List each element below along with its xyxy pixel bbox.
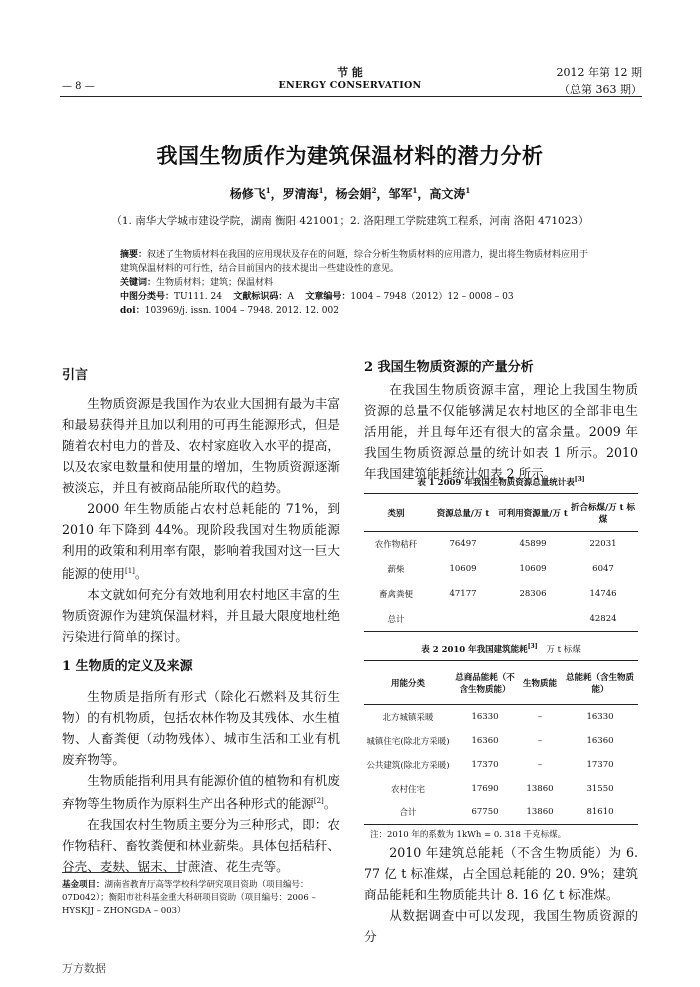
issue-total: （总第 363 期） [559, 83, 642, 96]
affiliations: （1. 南华大学城市建设学院，湖南 衡阳 421001；2. 洛阳理工学院建筑工程系，河南 洛阳 471023） [111, 215, 589, 227]
paragraph: 本文就如何充分有效地利用农村地区丰富的生物质资源作为建筑保温材料，并且最大限度地杜绝污染进行简单的探讨。 [62, 587, 340, 645]
table-row: 城镇住宅(除北方采暖) 16360 – 16360 [366, 735, 614, 747]
table-row: 公共建筑(除北方采暖) 17370 – 17370 [366, 759, 614, 771]
classification-line: 中图分类号：TU111. 24 文献标识码：A 文章编号：1004 – 7948（2012）12 – 0008 – 03 [120, 292, 514, 302]
table-1-header: 类别 [387, 508, 405, 519]
table-row: 总计 42824 [387, 613, 617, 625]
section-1-heading: 1 生物质的定义及来源 [62, 659, 193, 675]
watermark: 万方数据 [62, 962, 106, 975]
paragraph: 从数据调查中可以发现，我国生物质资源的分 [364, 908, 638, 944]
author-3: 杨会娟 [335, 187, 372, 201]
journal-name-cn: 节 能 [337, 66, 363, 79]
author-list: 杨修飞$^1$，罗清海$^1$，杨会娟$^2$，邹军$^1$，高文涛$^1$ [229, 186, 471, 201]
paragraph: 在我国农村生物质主要分为三种形式，即：农作物秸秆、畜牧粪便和林业薪柴。具体包括秸秆、谷壳、麦麸、锯末、甘蔗渣、花生壳等。 [62, 817, 340, 875]
table-row: 农作物秸秆 76497 45899 22031 [374, 539, 617, 551]
abstract: 摘要：叙述了生物质材料在我国的应用现状及存在的问题，综合分析生物质材料的应用潜力，提出将生物质材料应用于建筑保温材料的可行性，结合目前国内的技术提出一些建设性的意见。 [120, 250, 589, 274]
table-row: 畜禽粪便 47177 28306 14746 [378, 589, 617, 600]
table-row: 北方城镇采暖 16330 – 16330 [382, 711, 614, 723]
left-column [62, 364, 340, 877]
table-row: 合计 67750 13860 81610 [399, 807, 614, 819]
funding-note: 基金项目：湖南省教育厅高等学校科学研究项目资助（项目编号：07D042）；衡阳市社科基金重大科研项目资助（项目编号：2006 – HYSKJJ – ZHONGDA – 003） [62, 880, 316, 916]
doi: doi：103969/j. issn. 1004 – 7948. 2012. 12. 002 [120, 306, 339, 316]
page-number: — 8 — [62, 81, 95, 92]
table-1-header: 折合标煤/万 t 标煤 [571, 502, 635, 525]
table-2-header: 生物质能 [522, 678, 557, 689]
paper-title: 我国生物质作为建筑保温材料的潜力分析 [156, 143, 544, 168]
abstract-block [120, 248, 590, 318]
journal-name-en: ENERGY CONSERVATION [278, 80, 422, 91]
table-1 [364, 493, 638, 632]
paragraph: 生物质资源是我国作为农业大国拥有最为丰富和最易获得并且加以利用的可再生能源形式，但是随着农村电力的普及、农村家庭收入水平的提高，以及农家电数量和使用量的增加，生物质资源逐渐被淡忘，并且有被商品能所取代的趋势。 [62, 396, 340, 495]
paragraph: 2000 年生物质能占农村总耗能的 71%，到 2010 年下降到 44%。现阶段我国对生物质能源利用的政策和利用率有限，影响着我国对这一巨大能源的使用[1]。 [62, 501, 340, 582]
paragraph: 在我国生物质资源丰富，理论上我国生物质资源的总量不仅能够满足农村地区的全部非电生活用能，并且每年还有很大的富余量。2009 年我国生物质资源总量的统计如表 1 所示。2010 年我国建筑能耗统计如表 2 所示。 [364, 382, 638, 481]
paragraph: 2010 年建筑总能耗（不含生物质能）为 6. 77 亿 t 标准煤，占全国总耗能的 20. 9%；建筑商品能耗和生物质能共计 8. 16 亿 t 标准煤。 [364, 845, 638, 902]
table-2-note: 注：2010 年的系数为 1kWh = 0. 318 千克标煤。 [370, 830, 567, 840]
paragraph: 生物质是指所有形式（除化石燃料及其衍生物）的有机物质，包括农林作物及其残体、水生植物、人畜粪便（动物残体）、城市生活和工业有机废弃物等。 [62, 689, 340, 768]
table-2-header: 总商品能耗（不含生物质能） [455, 672, 515, 695]
author-4: 邹军 [388, 187, 413, 201]
author-5: 高文涛 [429, 187, 466, 201]
right-column [364, 356, 638, 484]
paragraph: 生物质能指利用具有能源价值的植物和有机废弃物等生物质作为原料生产出各种形式的能源[2]。 [62, 773, 340, 812]
intro-heading: 引言 [62, 368, 89, 383]
header-rule [60, 96, 642, 97]
table-2-header: 总能耗（含生物质能） [565, 672, 634, 695]
keywords: 关键词：生物质材料；建筑；保温材料 [120, 278, 274, 288]
table-row: 农村住宅 17690 13860 31550 [390, 783, 614, 795]
author-2: 罗清海 [282, 187, 319, 201]
table-2 [364, 660, 638, 840]
table-1-header: 资源总量/万 t [436, 508, 490, 519]
footnote-rule [62, 872, 182, 873]
table-row: 薪柴 10609 10609 6047 [387, 564, 614, 575]
author-1: 杨修飞 [229, 187, 266, 201]
section-2-heading: 2 我国生物质资源的产量分析 [364, 360, 534, 375]
table-1-caption: 表 1 2009 年我国生物质资源总量统计表[3] [417, 476, 585, 488]
table-2-caption: 表 2 2010 年我国建筑能耗[3] 万 t 标煤 [421, 643, 581, 655]
issue-year: 2012 年第 12 期 [556, 66, 642, 79]
table-1-header: 可利用资源量/万 t [498, 508, 568, 519]
right-column-continued [364, 842, 638, 947]
table-2-header: 用能分类 [390, 678, 425, 689]
